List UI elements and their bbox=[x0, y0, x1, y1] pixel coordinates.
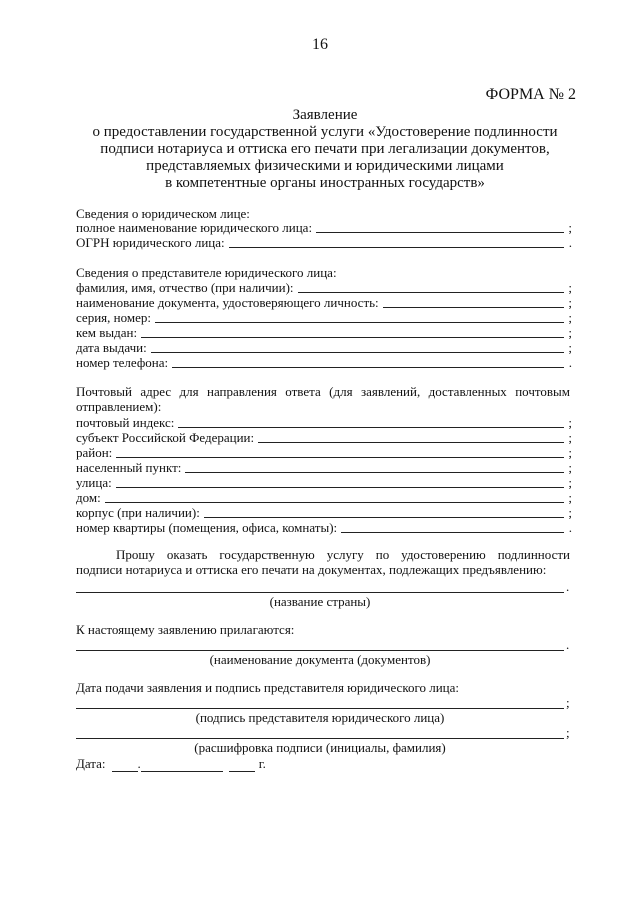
fill-line bbox=[155, 322, 564, 323]
postal-house-field[interactable] bbox=[76, 491, 572, 505]
attachments-caption: (наименование документа (документов) bbox=[209, 652, 431, 667]
field-label: дом: bbox=[76, 490, 101, 505]
signature-decoding-caption: (расшифровка подписи (инициалы, фамилия) bbox=[194, 740, 446, 755]
field-end: . bbox=[568, 235, 572, 250]
date-dot: . bbox=[137, 756, 141, 771]
attachments-heading: К настоящему заявлению прилагаются: bbox=[76, 622, 295, 637]
fill-line bbox=[151, 352, 564, 353]
signature-decoding-input-line[interactable] bbox=[76, 738, 564, 739]
fill-line bbox=[316, 232, 564, 233]
field-label: полное наименование юридического лица: bbox=[76, 220, 313, 235]
field-end: ; bbox=[568, 310, 572, 325]
field-label: корпус (при наличии): bbox=[76, 505, 200, 520]
fill-line bbox=[105, 502, 564, 503]
representative-phone-field[interactable] bbox=[76, 356, 572, 370]
representative-heading: Сведения о представителе юридического лица: bbox=[76, 265, 337, 280]
signature-heading: Дата подачи заявления и подпись представителя юридического лица: bbox=[76, 680, 460, 695]
representative-id-document-field[interactable] bbox=[76, 296, 572, 310]
postal-address-intro: Почтовый адрес для направления ответа (для заявлений, доставленных почтовым отправлением): bbox=[76, 384, 570, 414]
document-title bbox=[60, 107, 590, 192]
signature-caption: (подпись представителя юридического лица) bbox=[195, 710, 445, 725]
field-end: ; bbox=[568, 280, 572, 295]
field-end: ; bbox=[568, 505, 572, 520]
legal-entity-ogrn-field[interactable] bbox=[76, 236, 572, 250]
title-line-5: в компетентные органы иностранных государств» bbox=[165, 175, 485, 191]
postal-street-field[interactable] bbox=[76, 476, 572, 490]
field-end: ; bbox=[568, 325, 572, 340]
field-label: номер телефона: bbox=[76, 355, 169, 370]
postal-apartment-field[interactable] bbox=[76, 521, 572, 535]
date-month-input[interactable] bbox=[141, 759, 223, 772]
field-label: субъект Российской Федерации: bbox=[76, 430, 255, 445]
field-label: серия, номер: bbox=[76, 310, 151, 325]
fill-line bbox=[172, 367, 564, 368]
date-label: Дата: bbox=[76, 756, 106, 771]
title-line-4: представляемых физическими и юридическими лицами bbox=[146, 158, 504, 174]
field-end: ; bbox=[568, 295, 572, 310]
fill-line bbox=[116, 487, 564, 488]
field-label: номер квартиры (помещения, офиса, комнаты): bbox=[76, 520, 338, 535]
field-label: почтовый индекс: bbox=[76, 415, 175, 430]
field-label: населенный пункт: bbox=[76, 460, 182, 475]
field-end: . bbox=[568, 520, 572, 535]
field-label: кем выдан: bbox=[76, 325, 138, 340]
fill-line bbox=[229, 247, 564, 248]
representative-series-number-field[interactable] bbox=[76, 311, 572, 325]
country-caption: (название страны) bbox=[269, 594, 371, 609]
postal-index-field[interactable] bbox=[76, 416, 572, 430]
fill-line bbox=[204, 517, 564, 518]
date-row bbox=[76, 756, 266, 772]
field-label: наименование документа, удостоверяющего личность: bbox=[76, 295, 379, 310]
signature-input-line[interactable] bbox=[76, 708, 564, 709]
country-input-line[interactable] bbox=[76, 592, 564, 593]
field-end: ; bbox=[568, 490, 572, 505]
country-line-end: . bbox=[566, 579, 570, 594]
field-end: ; bbox=[568, 220, 572, 235]
representative-issue-date-field[interactable] bbox=[76, 341, 572, 355]
field-label: ОГРН юридического лица: bbox=[76, 235, 225, 250]
postal-region-field[interactable] bbox=[76, 431, 572, 445]
fill-line bbox=[298, 292, 564, 293]
date-day-input[interactable] bbox=[112, 759, 138, 772]
request-text-line-2: подписи нотариуса и оттиска его печати на документах, подлежащих предъявлению: bbox=[76, 562, 547, 577]
page-number: 16 bbox=[312, 36, 328, 53]
representative-fullname-field[interactable] bbox=[76, 281, 572, 295]
form-number: ФОРМА № 2 bbox=[485, 86, 576, 103]
legal-entity-name-field[interactable] bbox=[76, 221, 572, 235]
field-label: улица: bbox=[76, 475, 112, 490]
request-text-line-1: Прошу оказать государственную услугу по удостоверению подлинности bbox=[116, 547, 570, 562]
field-end: ; bbox=[568, 415, 572, 430]
title-line-1: Заявление bbox=[292, 107, 358, 123]
title-line-2: о предоставлении государственной услуги «Удостоверение подлинности bbox=[92, 124, 558, 140]
field-label: район: bbox=[76, 445, 113, 460]
title-line-3: подписи нотариуса и оттиска его печати при легализации документов, bbox=[100, 141, 550, 157]
fill-line bbox=[185, 472, 564, 473]
attachments-line-end: . bbox=[566, 637, 570, 652]
postal-district-field[interactable] bbox=[76, 446, 572, 460]
date-year-input[interactable] bbox=[229, 759, 255, 772]
field-label: фамилия, имя, отчество (при наличии): bbox=[76, 280, 294, 295]
fill-line bbox=[178, 427, 564, 428]
postal-building-field[interactable] bbox=[76, 506, 572, 520]
legal-entity-heading: Сведения о юридическом лице: bbox=[76, 206, 250, 221]
field-end: ; bbox=[568, 460, 572, 475]
field-end: ; bbox=[568, 475, 572, 490]
field-end: ; bbox=[568, 430, 572, 445]
signature-decoding-line-end: ; bbox=[566, 725, 570, 740]
fill-line bbox=[116, 457, 564, 458]
field-label: дата выдачи: bbox=[76, 340, 147, 355]
attachments-input-line[interactable] bbox=[76, 650, 564, 651]
date-year-suffix: г. bbox=[258, 756, 266, 771]
fill-line bbox=[383, 307, 564, 308]
field-end: ; bbox=[568, 340, 572, 355]
field-end: ; bbox=[568, 445, 572, 460]
signature-line-end: ; bbox=[566, 695, 570, 710]
fill-line bbox=[141, 337, 564, 338]
fill-line bbox=[258, 442, 564, 443]
representative-issued-by-field[interactable] bbox=[76, 326, 572, 340]
postal-locality-field[interactable] bbox=[76, 461, 572, 475]
field-end: . bbox=[568, 355, 572, 370]
fill-line bbox=[341, 532, 564, 533]
